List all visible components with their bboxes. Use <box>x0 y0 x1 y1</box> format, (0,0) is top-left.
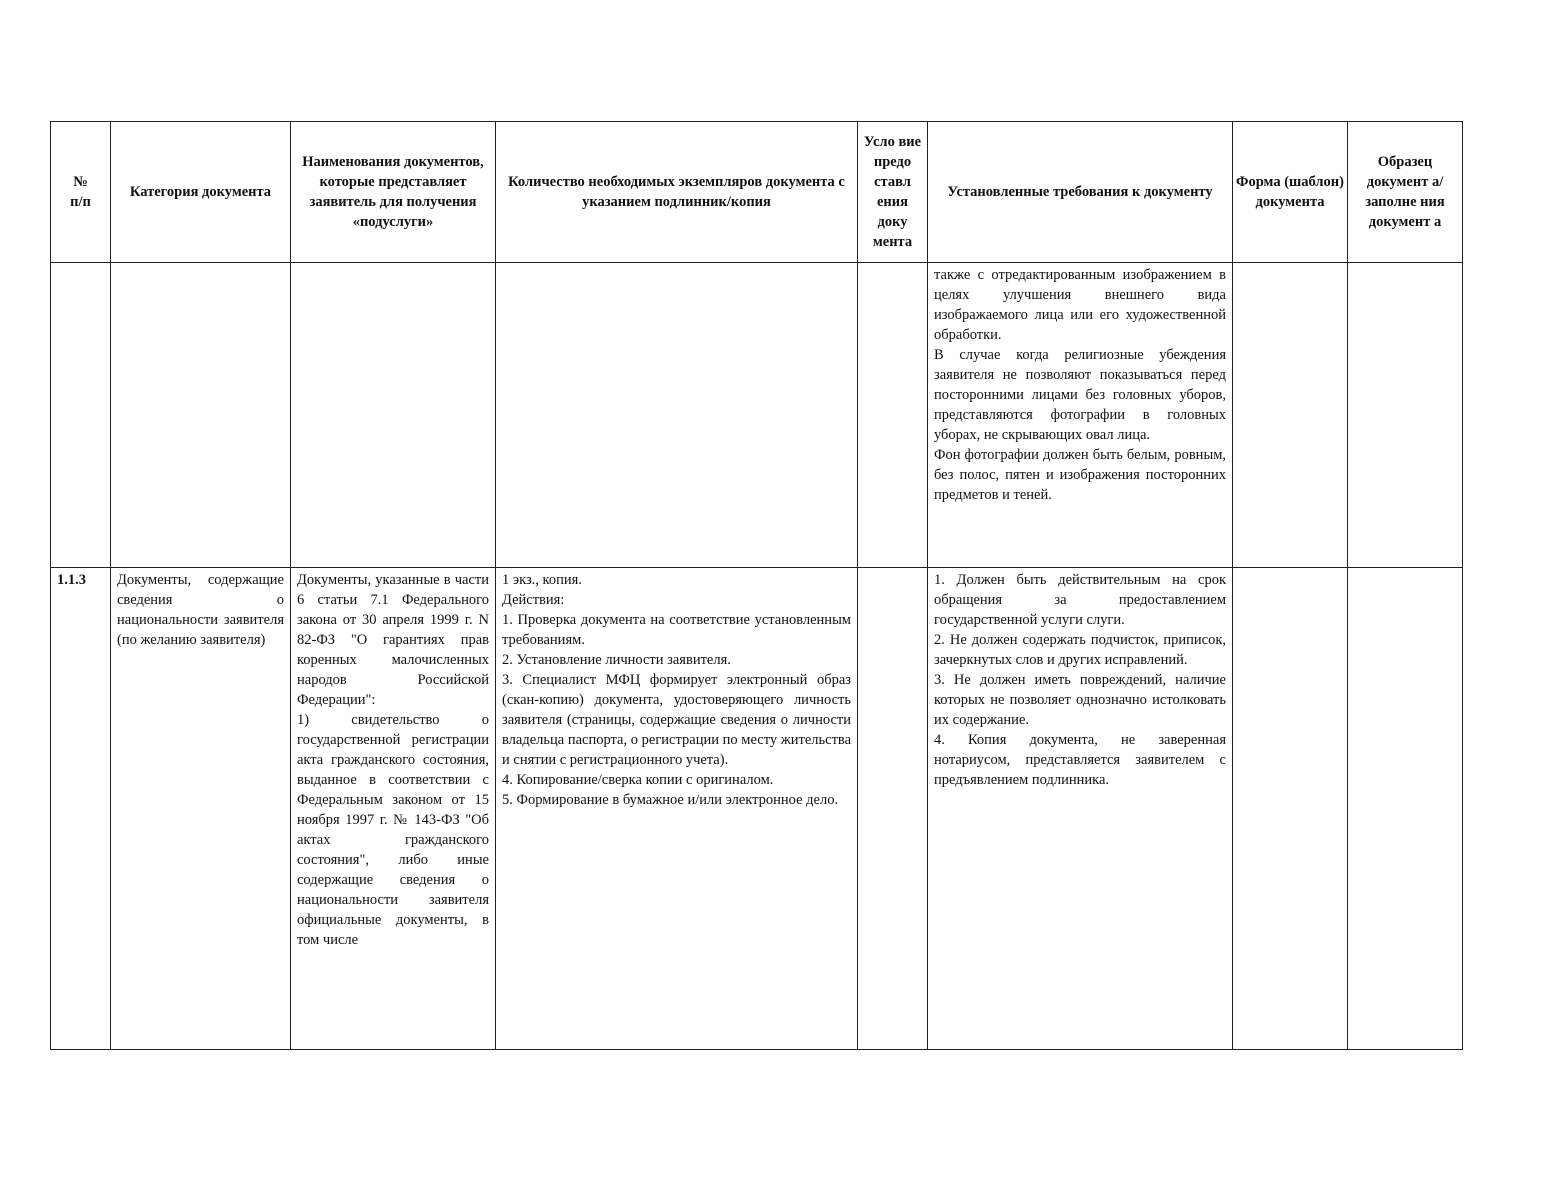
quantity-line: 2. Установление личности заявителя. <box>502 652 731 668</box>
cell-condition <box>858 568 928 1050</box>
header-form: Форма (шаблон) документа <box>1233 122 1348 263</box>
header-row <box>51 122 1463 263</box>
header-sample: Образец документ а/заполне ния документ а <box>1348 122 1463 263</box>
quantity-line: 3. Специалист МФЦ формирует электронный образ (скан-копию) документа, удостоверяющего личность заявителя (страницы, содержащие сведения о личности владельца паспорта, о регистрации по месту жительства и снятии с регистрационного учета). <box>502 672 851 768</box>
documents-table <box>50 121 1463 1050</box>
header-category: Категория документа <box>111 122 291 263</box>
header-quantity: Количество необходимых экземпляров документа с указанием подлинник/копия <box>496 122 858 263</box>
quantity-line: 5. Формирование в бумажное и/или электронное дело. <box>502 792 839 808</box>
cell-requirements <box>928 568 1233 1050</box>
requirements-paragraph: также с отредактированным изображением в целях улучшения внешнего вида изображаемого лица или его художественной обработки. <box>934 267 1226 343</box>
cell-sample <box>1348 263 1463 568</box>
cell-category <box>111 263 291 568</box>
cell-names <box>291 568 496 1050</box>
header-num: № п/п <box>51 122 111 263</box>
table-row <box>51 263 1463 568</box>
header-names: Наименования документов, которые представляет заявитель для получения «подуслуги» <box>291 122 496 263</box>
cell-quantity <box>496 263 858 568</box>
cell-num <box>51 263 111 568</box>
names-paragraph: 1) свидетельство о государственной регистрации акта гражданского состояния, выданное в соответствии с Федеральным законом от 15 ноября 1997 г. № 143-ФЗ "Об актах гражданского состояния", либо иные содержащие сведения о национальности заявителя официальные документы, в том числе <box>297 712 489 948</box>
quantity-line: 1. Проверка документа на соответствие установленным требованиям. <box>502 612 851 648</box>
header-condition: Усло вие предо ставл ения доку мента <box>858 122 928 263</box>
requirements-paragraph: 3. Не должен иметь повреждений, наличие которых не позволяет однозначно истолковать их содержание. <box>934 672 1226 728</box>
requirements-paragraph: В случае когда религиозные убеждения заявителя не позволяют показываться перед посторонними лицами без головных уборов, представляются фотографии в головных уборах, не скрывающих овал лица. <box>934 347 1226 443</box>
requirements-paragraph: 4. Копия документа, не заверенная нотариусом, представляется заявителем с предъявлением подлинника. <box>934 732 1226 788</box>
table-row <box>51 568 1463 1050</box>
quantity-line: 1 экз., копия. <box>502 572 582 588</box>
header-requirements: Установленные требования к документу <box>928 122 1233 263</box>
cell-sample <box>1348 568 1463 1050</box>
cell-category: Документы, содержащие сведения о национальности заявителя (по желанию заявителя) <box>111 568 291 1050</box>
cell-quantity <box>496 568 858 1050</box>
requirements-paragraph: 2. Не должен содержать подчисток, приписок, зачеркнутых слов и других исправлений. <box>934 632 1226 668</box>
cell-requirements <box>928 263 1233 568</box>
cell-condition <box>858 263 928 568</box>
cell-form <box>1233 263 1348 568</box>
cell-form <box>1233 568 1348 1050</box>
quantity-line: 4. Копирование/сверка копии с оригиналом. <box>502 772 774 788</box>
cell-num: 1.1.3 <box>51 568 111 1050</box>
requirements-paragraph: Фон фотографии должен быть белым, ровным, без полос, пятен и изображения посторонних предметов и теней. <box>934 447 1226 503</box>
names-paragraph: Документы, указанные в части 6 статьи 7.1 Федерального закона от 30 апреля 1999 г. N 82-ФЗ "О гарантиях прав коренных малочисленных народов Российской Федерации": <box>297 572 489 708</box>
cell-names <box>291 263 496 568</box>
requirements-paragraph: 1. Должен быть действительным на срок обращения за предоставлением государственной услуги слуги. <box>934 572 1226 628</box>
quantity-line: Действия: <box>502 592 565 608</box>
